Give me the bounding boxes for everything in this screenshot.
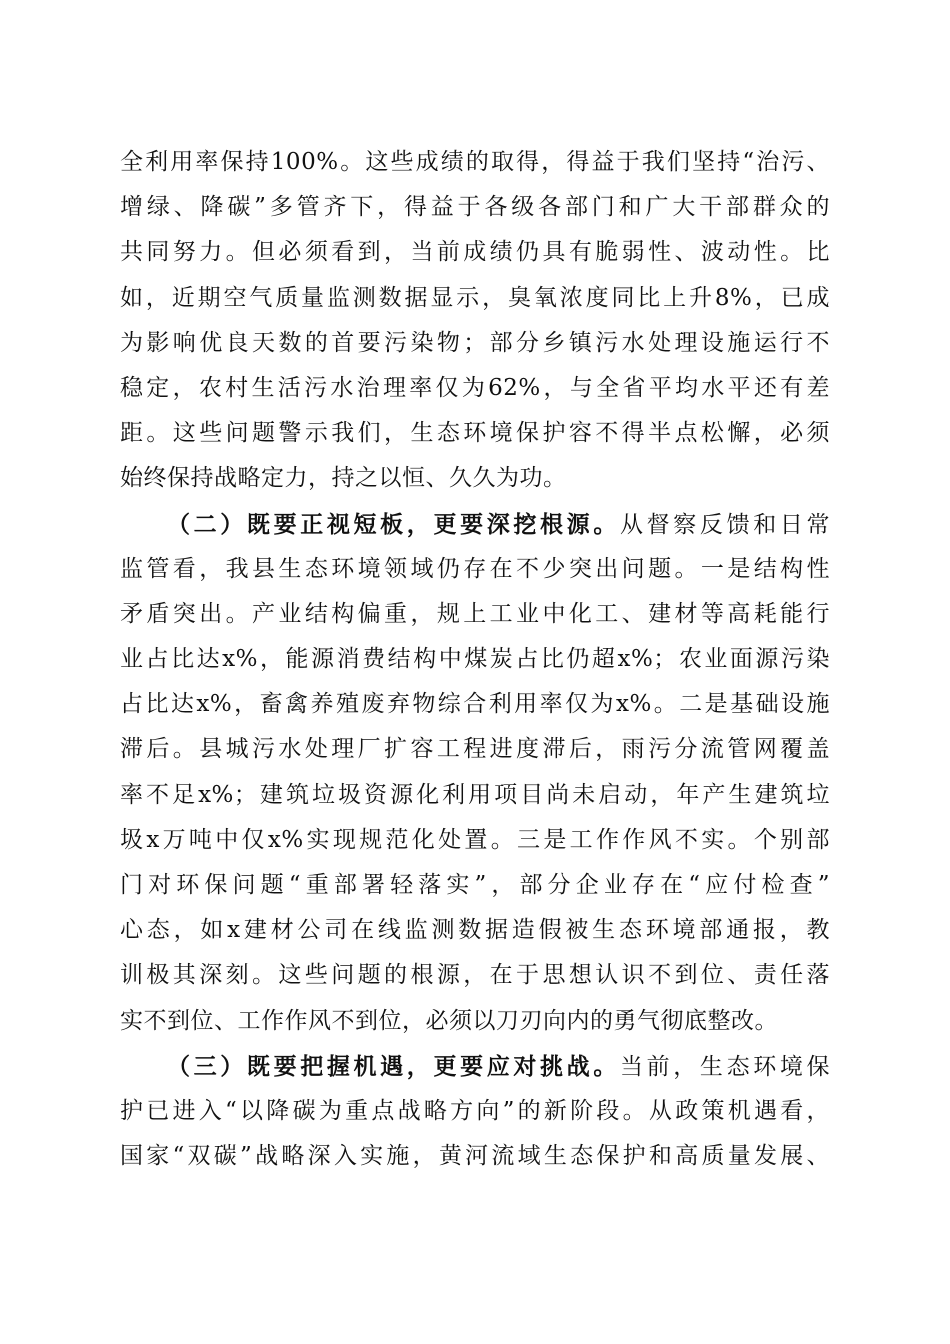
section-3-heading: （三）既要把握机遇，更要应对挑战。 <box>167 1052 620 1080</box>
paragraph-line: 监管看，我县生态环境领域仍存在不少突出问题。一是结构性 <box>120 555 830 582</box>
paragraph-line: 业占比达x%，能源消费结构中煤炭占比仍超x%；农业面源污染 <box>120 646 830 673</box>
paragraph-line: 全利用率保持100%。这些成绩的取得，得益于我们坚持“治污、 <box>120 149 830 175</box>
paragraph-line: 门对环保问题“重部署轻落实”，部分企业存在“应付检查” <box>120 872 830 898</box>
paragraph-line: 增绿、降碳”多管齐下，得益于各级各部门和广大干部群众的 <box>120 194 830 221</box>
section-2-heading: （二）既要正视短板，更要深挖根源。 <box>167 510 620 538</box>
section-3-first-line <box>120 1044 830 1089</box>
paragraph-line: 矛盾突出。产业结构偏重，规上工业中化工、建材等高耗能行 <box>120 600 830 627</box>
section-3-first-line-text: 当前，生态环境保 <box>619 1053 831 1080</box>
paragraph-line: 国家“双碳”战略深入实施，黄河流域生态保护和高质量发展、 <box>120 1143 830 1170</box>
paragraph-line: 距。这些问题警示我们，生态环境保护容不得半点松懈，必须 <box>120 420 830 447</box>
paragraph-line: 训极其深刻。这些问题的根源，在于思想认识不到位、责任落 <box>120 962 830 989</box>
paragraph-line: 始终保持战略定力，持之以恒、久久为功。 <box>120 465 567 492</box>
paragraph-line: 稳定，农村生活污水治理率仅为62%，与全省平均水平还有差 <box>120 374 830 401</box>
paragraph-line: 共同努力。但必须看到，当前成绩仍具有脆弱性、波动性。比 <box>120 239 830 266</box>
paragraph-line: 如，近期空气质量监测数据显示，臭氧浓度同比上升8%，已成 <box>120 284 830 311</box>
paragraph-line: 滞后。县城污水处理厂扩容工程进度滞后，雨污分流管网覆盖 <box>120 736 830 763</box>
paragraph-line: 实不到位、工作作风不到位，必须以刀刃向内的勇气彻底整改。 <box>120 1007 778 1034</box>
paragraph-line: 占比达x%，畜禽养殖废弃物综合利用率仅为x%。二是基础设施 <box>120 691 830 718</box>
paragraph-line: 圾x万吨中仅x%实现规范化处置。三是工作作风不实。个别部 <box>120 826 830 853</box>
body-text <box>120 140 830 1179</box>
section-2-first-line-text: 从督察反馈和日常 <box>619 511 831 538</box>
paragraph-line: 心态，如x建材公司在线监测数据造假被生态环境部通报，教 <box>120 917 830 944</box>
paragraph-line: 为影响优良天数的首要污染物；部分乡镇污水处理设施运行不 <box>120 329 830 356</box>
paragraph-line: 护已进入“以降碳为重点战略方向”的新阶段。从政策机遇看， <box>120 1097 830 1124</box>
paragraph-line: 率不足x%；建筑垃圾资源化利用项目尚未启动，年产生建筑垃 <box>120 781 830 808</box>
section-2-first-line <box>120 502 830 547</box>
